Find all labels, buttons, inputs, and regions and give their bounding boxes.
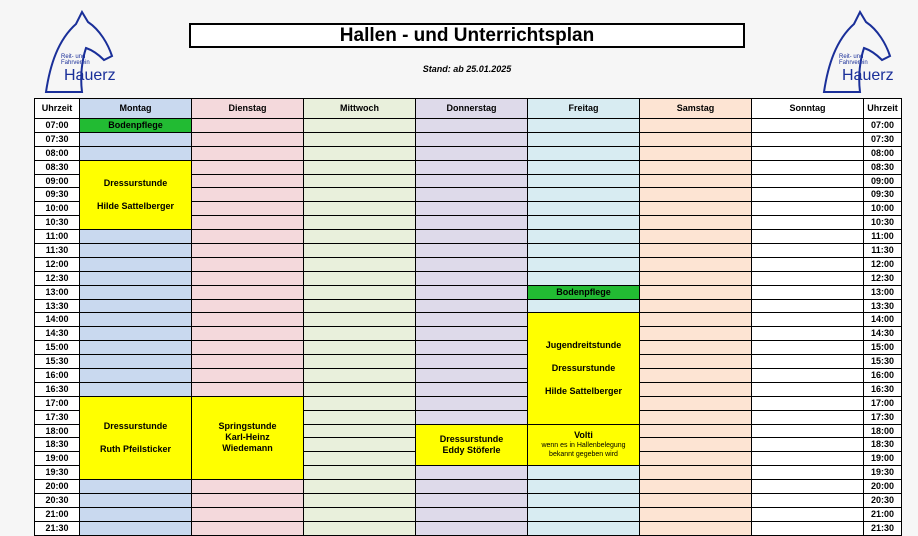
time-header-left: Uhrzeit	[35, 99, 79, 118]
day-header-montag: Montag	[80, 99, 191, 118]
slot-cell	[752, 425, 863, 438]
slot-cell	[416, 216, 527, 229]
slot-cell	[640, 452, 751, 465]
time-label: 07:00	[35, 119, 79, 132]
slot-cell	[416, 508, 527, 521]
slot-cell	[416, 133, 527, 146]
slot-cell	[640, 327, 751, 340]
slot-cell	[528, 188, 639, 201]
time-label: 21:00	[864, 508, 901, 521]
lesson-block	[416, 425, 527, 466]
slot-cell	[640, 438, 751, 451]
slot-cell	[192, 188, 303, 201]
slot-cell	[304, 272, 415, 285]
time-label: 16:00	[35, 369, 79, 382]
slot-cell	[304, 494, 415, 507]
time-label: 09:30	[864, 188, 901, 201]
slot-cell	[192, 161, 303, 174]
time-label: 21:00	[35, 508, 79, 521]
slot-cell	[416, 258, 527, 271]
slot-cell	[192, 202, 303, 215]
time-label: 10:00	[35, 202, 79, 215]
slot-cell	[80, 383, 191, 396]
slot-cell	[304, 313, 415, 326]
lesson-block	[80, 161, 191, 229]
slot-cell	[640, 286, 751, 299]
time-label: 20:00	[35, 480, 79, 493]
lesson-text: Springstunde	[218, 421, 277, 432]
slot-cell	[304, 327, 415, 340]
slot-cell	[416, 369, 527, 382]
slot-cell	[752, 313, 863, 326]
slot-cell	[752, 119, 863, 132]
slot-cell	[304, 397, 415, 410]
time-label: 15:30	[864, 355, 901, 368]
slot-cell	[752, 175, 863, 188]
time-label: 10:30	[864, 216, 901, 229]
time-label: 19:30	[864, 466, 901, 479]
time-label: 16:00	[864, 369, 901, 382]
slot-cell	[304, 230, 415, 243]
time-label: 11:00	[35, 230, 79, 243]
time-label: 18:30	[864, 438, 901, 451]
time-label: 21:30	[35, 522, 79, 535]
time-label: 14:00	[864, 313, 901, 326]
lesson-block	[528, 313, 639, 423]
club-subtitle: Reit- und Fahrverein	[839, 54, 868, 66]
time-label: 07:30	[864, 133, 901, 146]
time-label: 07:30	[35, 133, 79, 146]
slot-cell	[80, 313, 191, 326]
maintenance-block	[80, 119, 191, 132]
time-label: 11:30	[864, 244, 901, 257]
slot-cell	[752, 452, 863, 465]
slot-cell	[304, 466, 415, 479]
time-label: 14:30	[864, 327, 901, 340]
day-header-samstag: Samstag	[640, 99, 751, 118]
slot-cell	[192, 119, 303, 132]
slot-cell	[640, 313, 751, 326]
slot-cell	[80, 369, 191, 382]
slot-cell	[416, 119, 527, 132]
time-label: 16:30	[35, 383, 79, 396]
lesson-text: Hilde Sattelberger	[544, 386, 623, 397]
time-label: 18:00	[35, 425, 79, 438]
slot-cell	[304, 452, 415, 465]
slot-cell	[416, 522, 527, 535]
slot-cell	[416, 397, 527, 410]
slot-cell	[528, 216, 639, 229]
time-label: 14:30	[35, 327, 79, 340]
time-label: 13:30	[864, 300, 901, 313]
slot-cell	[192, 522, 303, 535]
slot-cell	[640, 466, 751, 479]
slot-cell	[752, 300, 863, 313]
slot-cell	[528, 161, 639, 174]
time-label: 20:00	[864, 480, 901, 493]
slot-cell	[192, 383, 303, 396]
slot-cell	[640, 147, 751, 160]
slot-cell	[192, 147, 303, 160]
slot-cell	[192, 244, 303, 257]
slot-cell	[752, 216, 863, 229]
time-label: 13:00	[864, 286, 901, 299]
slot-cell	[752, 438, 863, 451]
slot-cell	[640, 133, 751, 146]
slot-cell	[528, 244, 639, 257]
club-logo-right	[820, 10, 892, 94]
slot-cell	[80, 522, 191, 535]
time-label: 14:00	[35, 313, 79, 326]
slot-cell	[80, 286, 191, 299]
slot-cell	[752, 522, 863, 535]
slot-cell	[752, 244, 863, 257]
slot-cell	[640, 258, 751, 271]
slot-cell	[192, 133, 303, 146]
slot-cell	[640, 272, 751, 285]
time-label: 19:30	[35, 466, 79, 479]
lesson-text: Karl-Heinz	[225, 432, 270, 443]
slot-cell	[640, 119, 751, 132]
lesson-text: Eddy Stöferle	[442, 444, 501, 455]
slot-cell	[752, 272, 863, 285]
time-label: 09:00	[35, 175, 79, 188]
lesson-text: Dressurstunde	[103, 177, 168, 188]
slot-cell	[80, 508, 191, 521]
schedule-grid	[34, 98, 902, 536]
slot-cell	[304, 119, 415, 132]
slot-cell	[304, 161, 415, 174]
slot-cell	[640, 355, 751, 368]
time-label: 17:30	[864, 411, 901, 424]
slot-cell	[192, 230, 303, 243]
time-header-right: Uhrzeit	[864, 99, 901, 118]
time-label: 19:00	[864, 452, 901, 465]
slot-cell	[640, 161, 751, 174]
slot-cell	[752, 369, 863, 382]
lesson-text: Dressurstunde	[103, 420, 168, 431]
slot-cell	[416, 480, 527, 493]
slot-cell	[416, 175, 527, 188]
slot-cell	[416, 230, 527, 243]
slot-cell	[752, 133, 863, 146]
club-name: Hauerz	[64, 67, 116, 84]
time-label: 10:30	[35, 216, 79, 229]
slot-cell	[752, 355, 863, 368]
lesson-block	[80, 397, 191, 479]
slot-cell	[416, 161, 527, 174]
slot-cell	[192, 355, 303, 368]
slot-cell	[80, 480, 191, 493]
slot-cell	[752, 286, 863, 299]
slot-cell	[80, 272, 191, 285]
day-header-sonntag: Sonntag	[752, 99, 863, 118]
slot-cell	[640, 383, 751, 396]
slot-cell	[528, 300, 639, 313]
slot-cell	[80, 355, 191, 368]
time-label: 13:30	[35, 300, 79, 313]
slot-cell	[304, 438, 415, 451]
slot-cell	[528, 147, 639, 160]
time-label: 11:00	[864, 230, 901, 243]
slot-cell	[304, 411, 415, 424]
slot-cell	[752, 466, 863, 479]
time-label: 08:00	[35, 147, 79, 160]
slot-cell	[304, 258, 415, 271]
slot-cell	[304, 355, 415, 368]
lesson-note: wenn es in Hallenbelegung	[541, 442, 626, 450]
slot-cell	[416, 383, 527, 396]
page-title: Hallen - und Unterrichtsplan	[189, 23, 745, 48]
day-header-donnerstag: Donnerstag	[416, 99, 527, 118]
slot-cell	[304, 286, 415, 299]
slot-cell	[528, 480, 639, 493]
slot-cell	[416, 244, 527, 257]
slot-cell	[640, 175, 751, 188]
time-label: 12:30	[864, 272, 901, 285]
slot-cell	[528, 258, 639, 271]
lesson-note: bekannt gegeben wird	[549, 451, 618, 459]
slot-cell	[752, 230, 863, 243]
slot-cell	[640, 300, 751, 313]
slot-cell	[304, 202, 415, 215]
lesson-block	[528, 425, 639, 466]
time-label: 17:00	[864, 397, 901, 410]
slot-cell	[304, 383, 415, 396]
slot-cell	[640, 202, 751, 215]
time-label: 17:00	[35, 397, 79, 410]
slot-cell	[304, 508, 415, 521]
slot-cell	[752, 411, 863, 424]
slot-cell	[640, 369, 751, 382]
slot-cell	[80, 327, 191, 340]
slot-cell	[416, 188, 527, 201]
slot-cell	[528, 272, 639, 285]
slot-cell	[416, 327, 527, 340]
lesson-text: Dressurstunde	[439, 433, 504, 444]
date-stamp: Stand: ab 25.01.2025	[422, 64, 512, 74]
time-label: 07:00	[864, 119, 901, 132]
slot-cell	[528, 202, 639, 215]
slot-cell	[192, 508, 303, 521]
slot-cell	[80, 230, 191, 243]
time-label: 18:00	[864, 425, 901, 438]
slot-cell	[528, 494, 639, 507]
time-label: 12:30	[35, 272, 79, 285]
slot-cell	[416, 272, 527, 285]
slot-cell	[640, 480, 751, 493]
time-label: 19:00	[35, 452, 79, 465]
slot-cell	[640, 216, 751, 229]
slot-cell	[416, 147, 527, 160]
slot-cell	[304, 522, 415, 535]
slot-cell	[80, 494, 191, 507]
slot-cell	[528, 133, 639, 146]
slot-cell	[304, 425, 415, 438]
slot-cell	[304, 216, 415, 229]
slot-cell	[752, 508, 863, 521]
slot-cell	[416, 341, 527, 354]
slot-cell	[752, 397, 863, 410]
slot-cell	[192, 480, 303, 493]
slot-cell	[752, 383, 863, 396]
lesson-text: Bodenpflege	[556, 286, 611, 297]
slot-cell	[80, 147, 191, 160]
slot-cell	[192, 369, 303, 382]
slot-cell	[752, 161, 863, 174]
slot-cell	[416, 300, 527, 313]
slot-cell	[416, 494, 527, 507]
time-label: 15:00	[864, 341, 901, 354]
slot-cell	[192, 313, 303, 326]
time-label: 08:30	[35, 161, 79, 174]
lesson-text: Wiedemann	[222, 443, 273, 454]
lesson-text: Volti	[574, 430, 593, 441]
slot-cell	[80, 244, 191, 257]
slot-cell	[640, 425, 751, 438]
slot-cell	[528, 175, 639, 188]
slot-cell	[416, 466, 527, 479]
slot-cell	[528, 466, 639, 479]
slot-cell	[640, 494, 751, 507]
slot-cell	[304, 480, 415, 493]
slot-cell	[528, 230, 639, 243]
time-label: 11:30	[35, 244, 79, 257]
time-label: 08:00	[864, 147, 901, 160]
slot-cell	[640, 522, 751, 535]
day-header-freitag: Freitag	[528, 99, 639, 118]
lesson-text: Jugendreitstunde	[545, 340, 622, 351]
time-label: 13:00	[35, 286, 79, 299]
slot-cell	[304, 244, 415, 257]
lesson-text: Hilde Sattelberger	[96, 200, 175, 211]
time-label: 12:00	[864, 258, 901, 271]
slot-cell	[192, 341, 303, 354]
time-label: 17:30	[35, 411, 79, 424]
slot-cell	[304, 341, 415, 354]
time-label: 08:30	[864, 161, 901, 174]
slot-cell	[752, 327, 863, 340]
slot-cell	[192, 258, 303, 271]
slot-cell	[752, 258, 863, 271]
slot-cell	[528, 508, 639, 521]
slot-cell	[192, 175, 303, 188]
slot-cell	[528, 522, 639, 535]
slot-cell	[192, 272, 303, 285]
slot-cell	[80, 300, 191, 313]
slot-cell	[80, 133, 191, 146]
time-label: 15:30	[35, 355, 79, 368]
slot-cell	[416, 411, 527, 424]
time-label: 16:30	[864, 383, 901, 396]
club-name: Hauerz	[842, 67, 894, 84]
slot-cell	[192, 216, 303, 229]
lesson-text: Ruth Pfeilsticker	[99, 443, 172, 454]
lesson-text: Dressurstunde	[551, 363, 616, 374]
slot-cell	[80, 341, 191, 354]
slot-cell	[752, 494, 863, 507]
slot-cell	[640, 244, 751, 257]
slot-cell	[752, 341, 863, 354]
time-label: 20:30	[864, 494, 901, 507]
slot-cell	[640, 188, 751, 201]
time-label: 10:00	[864, 202, 901, 215]
time-label: 09:00	[864, 175, 901, 188]
slot-cell	[528, 119, 639, 132]
time-label: 20:30	[35, 494, 79, 507]
slot-cell	[416, 202, 527, 215]
slot-cell	[752, 480, 863, 493]
slot-cell	[304, 188, 415, 201]
slot-cell	[192, 494, 303, 507]
slot-cell	[752, 188, 863, 201]
lesson-text: Bodenpflege	[108, 120, 163, 130]
day-header-mittwoch: Mittwoch	[304, 99, 415, 118]
slot-cell	[192, 300, 303, 313]
slot-cell	[640, 397, 751, 410]
lesson-block	[192, 397, 303, 479]
slot-cell	[304, 133, 415, 146]
slot-cell	[192, 327, 303, 340]
time-label: 15:00	[35, 341, 79, 354]
time-label: 21:30	[864, 522, 901, 535]
slot-cell	[80, 258, 191, 271]
time-label: 18:30	[35, 438, 79, 451]
day-header-dienstag: Dienstag	[192, 99, 303, 118]
slot-cell	[304, 175, 415, 188]
slot-cell	[416, 286, 527, 299]
slot-cell	[416, 313, 527, 326]
slot-cell	[640, 411, 751, 424]
slot-cell	[752, 202, 863, 215]
slot-cell	[640, 341, 751, 354]
slot-cell	[192, 286, 303, 299]
slot-cell	[304, 300, 415, 313]
slot-cell	[304, 369, 415, 382]
club-subtitle: Reit- und Fahrverein	[61, 54, 90, 66]
slot-cell	[752, 147, 863, 160]
slot-cell	[640, 508, 751, 521]
slot-cell	[416, 355, 527, 368]
club-logo-left	[42, 10, 114, 94]
time-label: 12:00	[35, 258, 79, 271]
time-label: 09:30	[35, 188, 79, 201]
maintenance-block	[528, 286, 639, 299]
slot-cell	[304, 147, 415, 160]
slot-cell	[640, 230, 751, 243]
